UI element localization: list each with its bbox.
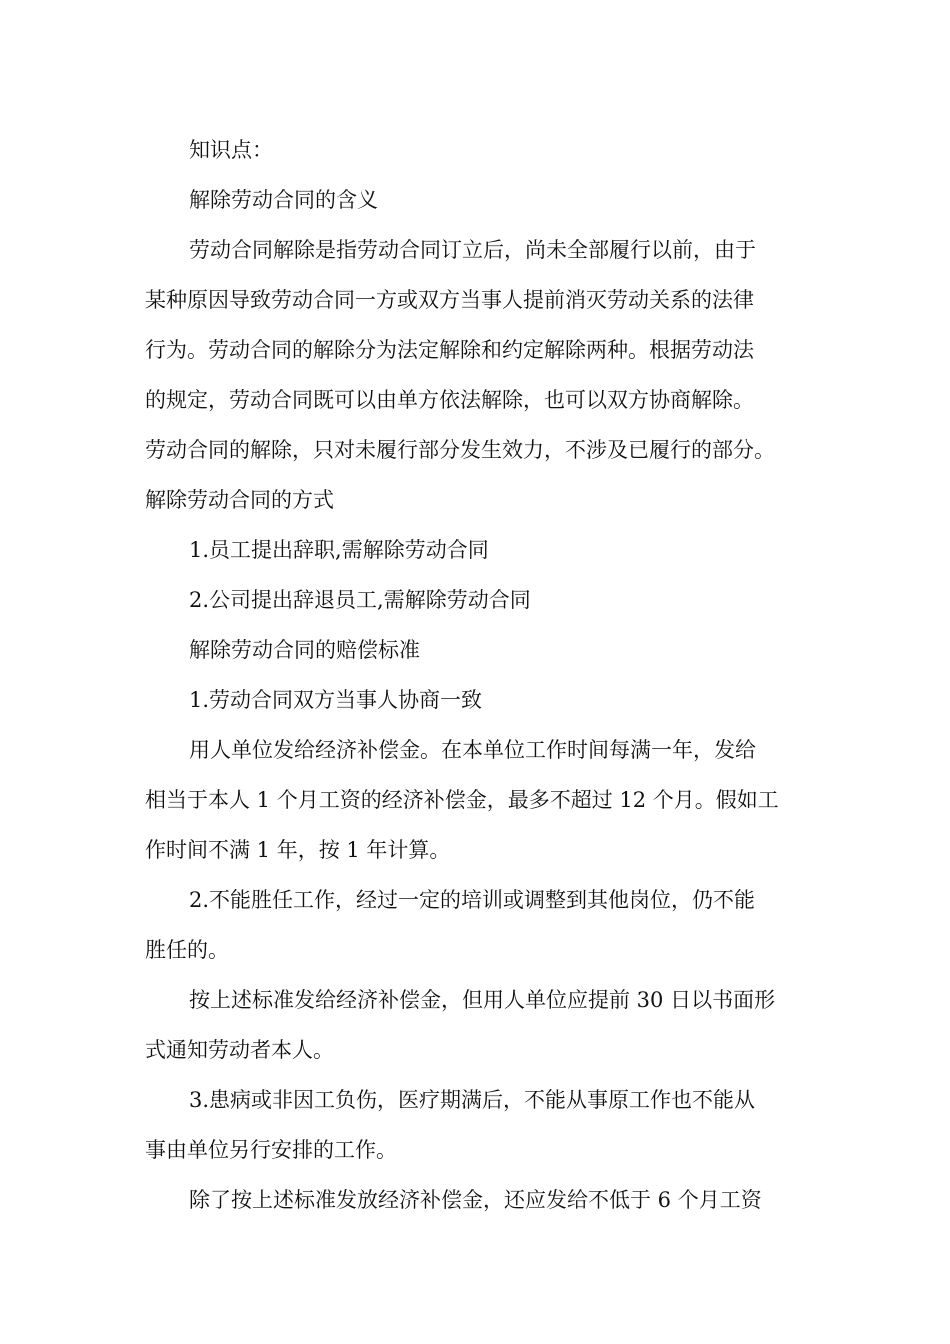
heading-definition: 解除劳动合同的含义 <box>189 188 378 212</box>
paragraph-line: 的规定，劳动合同既可以由单方依法解除，也可以双方协商解除。 <box>145 388 754 412</box>
paragraph-line: 行为。劳动合同的解除分为法定解除和约定解除两种。根据劳动法 <box>145 338 754 362</box>
list-item: 1.劳动合同双方当事人协商一致 <box>189 688 483 712</box>
list-item: 2.不能胜任工作，经过一定的培训或调整到其他岗位，仍不能 <box>189 888 756 912</box>
paragraph-line: 式通知劳动者本人。 <box>145 1038 334 1062</box>
paragraph-line: 劳动合同的解除，只对未履行部分发生效力，不涉及已履行的部分。 <box>145 438 775 462</box>
paragraph-line: 劳动合同解除是指劳动合同订立后，尚未全部履行以前，由于 <box>189 238 756 262</box>
paragraph-line: 事由单位另行安排的工作。 <box>145 1138 397 1162</box>
list-item: 1.员工提出辞职,需解除劳动合同 <box>189 538 489 562</box>
paragraph-line: 某种原因导致劳动合同一方或双方当事人提前消灭劳动关系的法律 <box>145 288 754 312</box>
paragraph-line: 除了按上述标准发放经济补偿金，还应发给不低于 6 个月工资 <box>189 1188 762 1212</box>
list-item: 3.患病或非因工负伤，医疗期满后，不能从事原工作也不能从 <box>189 1088 756 1112</box>
list-item: 2.公司提出辞退员工,需解除劳动合同 <box>189 588 531 612</box>
label-knowledge-point: 知识点： <box>189 138 273 162</box>
paragraph-line: 作时间不满 1 年，按 1 年计算。 <box>145 838 451 862</box>
heading-compensation: 解除劳动合同的赔偿标准 <box>189 638 420 662</box>
paragraph-line: 用人单位发给经济补偿金。在本单位工作时间每满一年，发给 <box>189 738 756 762</box>
paragraph-line: 胜任的。 <box>145 938 229 962</box>
heading-methods: 解除劳动合同的方式 <box>145 488 334 512</box>
paragraph-line: 相当于本人 1 个月工资的经济补偿金，最多不超过 12 个月。假如工 <box>145 788 779 812</box>
paragraph-line: 按上述标准发给经济补偿金，但用人单位应提前 30 日以书面形 <box>189 988 776 1012</box>
